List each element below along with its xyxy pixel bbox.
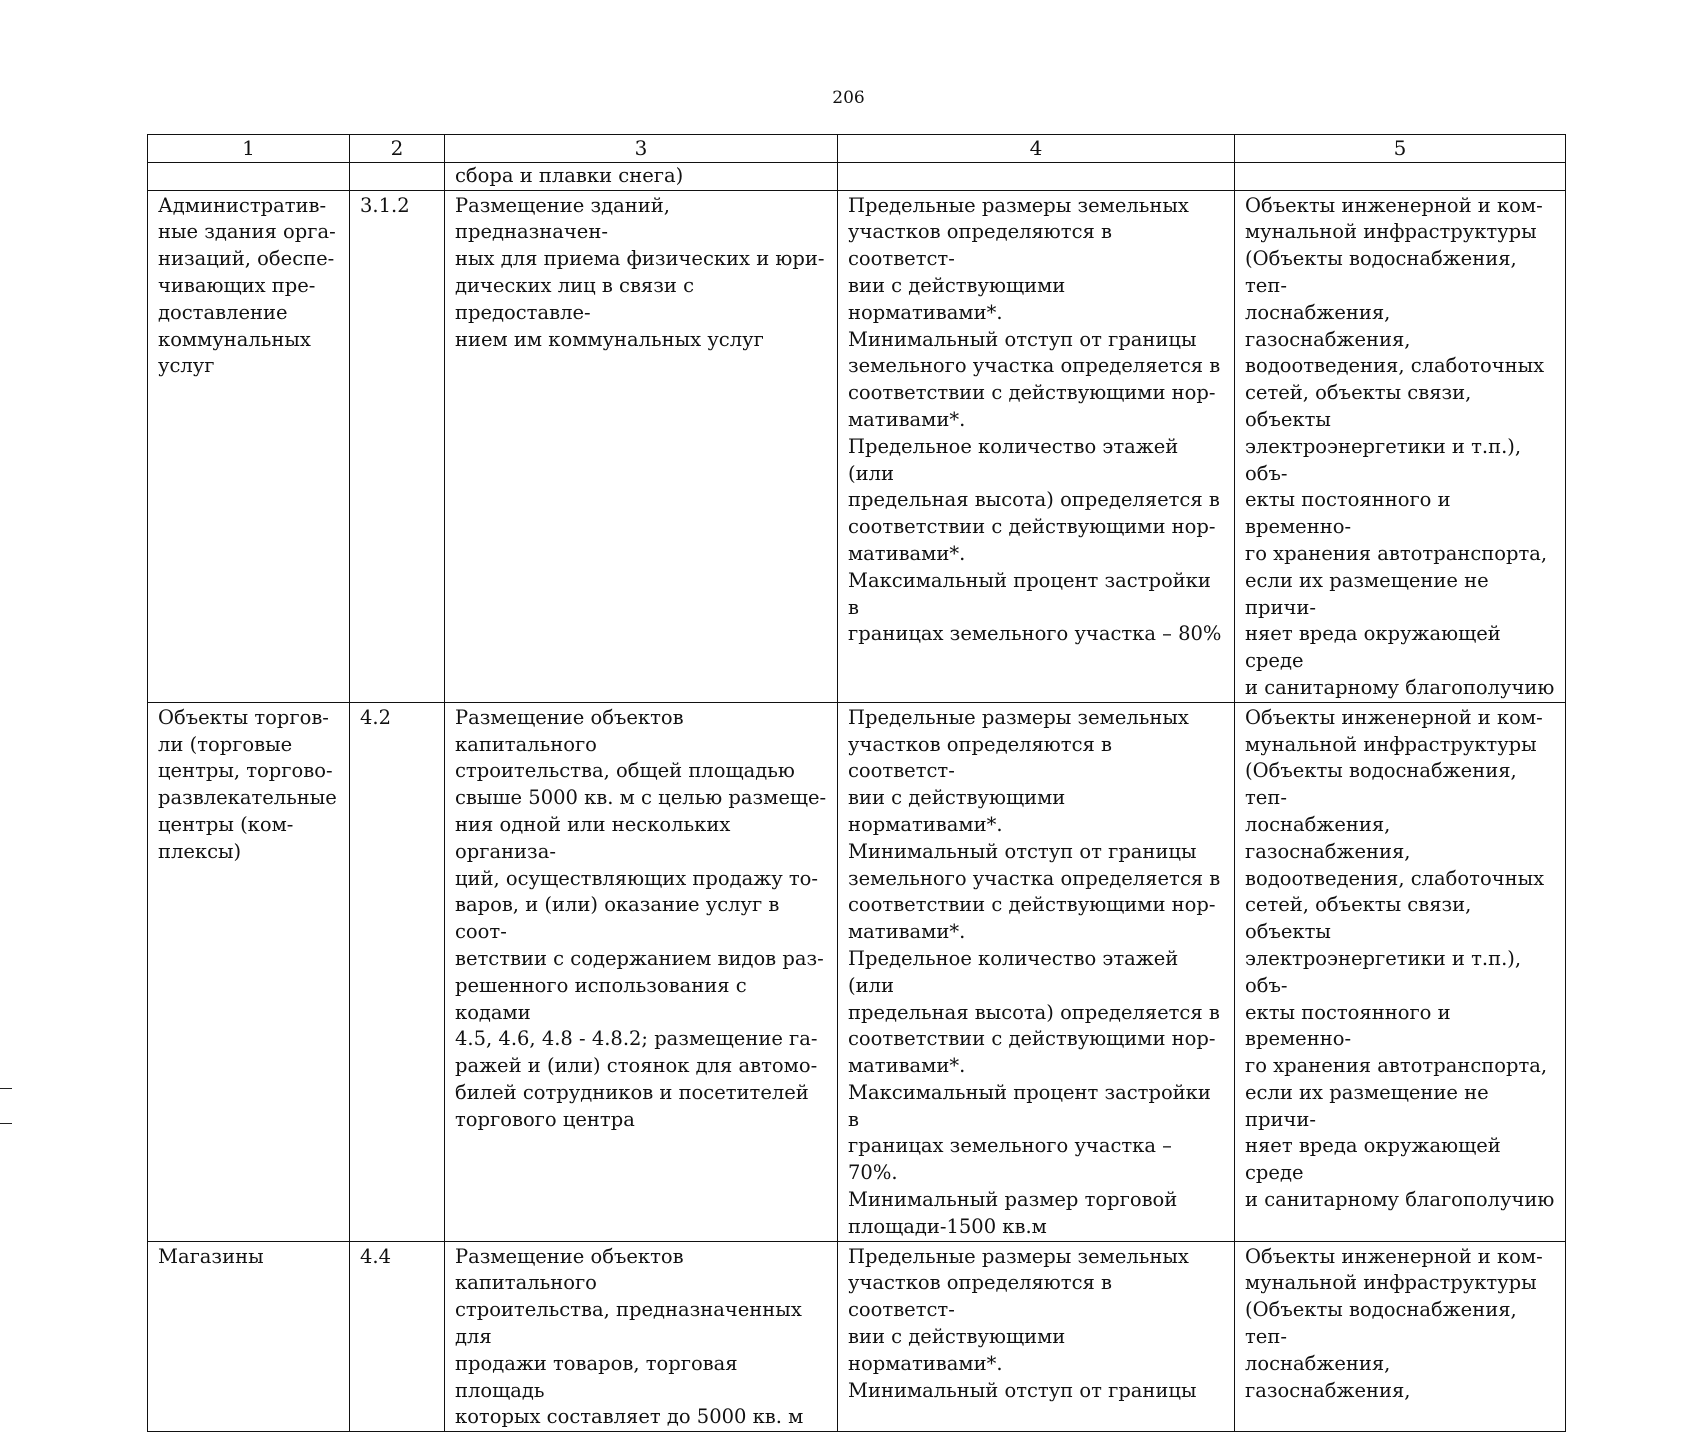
auxiliary-uses-cell: Объекты инженерной и ком- мунальной инфраструктуры (Объекты водоснабжения, теп- лоснабжения, газоснабжения, водоотведения, слаботочных сетей, объекты связи, объекты электроэнергетики и т.п.), объ- екты постоянного и временно- го хранения автотранспорта, если их размещение не причи- няет вреда окружающей среде и санитарному благополучию bbox=[1235, 190, 1566, 702]
auxiliary-uses-cell: Объекты инженерной и ком- мунальной инфраструктуры (Объекты водоснабжения, теп- лоснабжения, газоснабжения, bbox=[1235, 1241, 1566, 1432]
use-code-cell: 4.2 bbox=[350, 702, 445, 1241]
continuation-row bbox=[148, 162, 1566, 190]
scan-margin-mark bbox=[0, 1088, 12, 1089]
use-name-cell: Магазины bbox=[148, 1241, 350, 1432]
use-parameters-cell: Предельные размеры земельных участков определяются в соответст- вии с действующими нормативами*. Минимальный отступ от границы bbox=[838, 1241, 1235, 1432]
use-name-cell: Объекты торгов- ли (торговые центры, торгово- развлекательные центры (ком- плексы) bbox=[148, 702, 350, 1241]
use-description-cell: Размещение объектов капитального строительства, предназначенных для продажи товаров, торговая площадь которых составляет до 5000 кв. м bbox=[445, 1241, 838, 1432]
continuation-cell-parameters bbox=[838, 162, 1235, 190]
continuation-cell-code bbox=[350, 162, 445, 190]
header-cell-4: 4 bbox=[838, 135, 1235, 163]
continuation-cell-auxiliary bbox=[1235, 162, 1566, 190]
header-cell-2: 2 bbox=[350, 135, 445, 163]
use-parameters-cell: Предельные размеры земельных участков определяются в соответст- вии с действующими нормативами*. Минимальный отступ от границы земельного участка определяется в соответствии с действующими нор- мативами*. Предельное количество этажей (или предельная высота) определяется в соответствии с действующими нор- мативами*. Максимальный процент застройки в границах земельного участка – 70%. Минимальный размер торговой площади-1500 кв.м bbox=[838, 702, 1235, 1241]
use-parameters-cell: Предельные размеры земельных участков определяются в соответст- вии с действующими нормативами*. Минимальный отступ от границы земельного участка определяется в соответствии с действующими нор- мативами*. Предельное количество этажей (или предельная высота) определяется в соответствии с действующими нор- мативами*. Максимальный процент застройки в границах земельного участка – 80% bbox=[838, 190, 1235, 702]
page-number: 206 bbox=[832, 88, 865, 108]
zoning-table bbox=[147, 134, 1566, 1432]
table-row bbox=[148, 702, 1566, 1241]
header-row bbox=[148, 135, 1566, 163]
auxiliary-uses-cell: Объекты инженерной и ком- мунальной инфраструктуры (Объекты водоснабжения, теп- лоснабжения, газоснабжения, водоотведения, слаботочных сетей, объекты связи, объекты электроэнергетики и т.п.), объ- екты постоянного и временно- го хранения автотранспорта, если их размещение не причи- няет вреда окружающей среде и санитарному благополучию bbox=[1235, 702, 1566, 1241]
use-description-cell: Размещение зданий, предназначен- ных для приема физических и юри- дических лиц в связи с предоставле- нием им коммунальных услуг bbox=[445, 190, 838, 702]
header-cell-3: 3 bbox=[445, 135, 838, 163]
use-description-cell: Размещение объектов капитального строительства, общей площадью свыше 5000 кв. м с целью размеще- ния одной или нескольких организа- ций, осуществляющих продажу то- варов, и (или) оказание услуг в соот- ветствии с содержанием видов раз- решенного использования с кодами 4.5, 4.6, 4.8 - 4.8.2; размещение га- ражей и (или) стоянок для автомо- билей сотрудников и посетителей торгового центра bbox=[445, 702, 838, 1241]
use-name-cell: Административ- ные здания орга- низаций, обеспе- чивающих пре- доставление коммунальных услуг bbox=[148, 190, 350, 702]
header-cell-5: 5 bbox=[1235, 135, 1566, 163]
table-row bbox=[148, 1241, 1566, 1432]
continuation-cell-name bbox=[148, 162, 350, 190]
continuation-cell-description: сбора и плавки снега) bbox=[445, 162, 838, 190]
use-code-cell: 4.4 bbox=[350, 1241, 445, 1432]
header-cell-1: 1 bbox=[148, 135, 350, 163]
use-code-cell: 3.1.2 bbox=[350, 190, 445, 702]
table-row bbox=[148, 190, 1566, 702]
scan-margin-mark bbox=[0, 1123, 12, 1124]
